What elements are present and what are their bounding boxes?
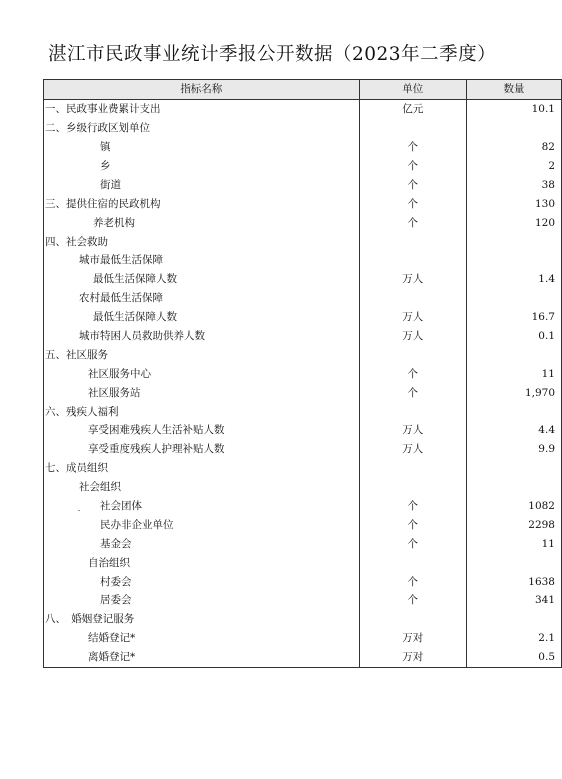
table-row	[44, 383, 562, 402]
row-unit: 个	[359, 364, 466, 383]
row-unit: 个	[359, 213, 466, 232]
row-unit: 万对	[359, 629, 466, 648]
header-indicator-name: 指标名称	[44, 80, 360, 100]
row-value: 341	[466, 591, 561, 610]
table-row	[44, 289, 562, 308]
row-value: 82	[466, 138, 561, 157]
row-unit	[359, 345, 466, 364]
row-value	[466, 232, 561, 251]
row-indicator-name: 村委会	[44, 572, 360, 591]
row-value: 1,970	[466, 383, 561, 402]
row-value	[466, 553, 561, 572]
table-row	[44, 270, 562, 289]
row-indicator-name: 城市特困人员救助供养人数	[44, 327, 360, 346]
row-indicator-name: 自治组织	[44, 553, 360, 572]
table-row	[44, 553, 562, 572]
page-title: 湛江市民政事业统计季报公开数据（2023年二季度）	[48, 44, 497, 65]
row-value: 9.9	[466, 440, 561, 459]
row-unit	[359, 478, 466, 497]
row-indicator-name: 六、残疾人福利	[44, 402, 360, 421]
table-row	[44, 251, 562, 270]
table-row	[44, 327, 562, 346]
row-indicator-name: 农村最低生活保障	[44, 289, 360, 308]
row-value: 2298	[466, 515, 561, 534]
row-unit: 个	[359, 194, 466, 213]
row-value	[466, 459, 561, 478]
table-row	[44, 572, 562, 591]
row-unit: 万人	[359, 327, 466, 346]
row-unit	[359, 459, 466, 478]
row-indicator-name: 享受困难残疾人生活补贴人数	[44, 421, 360, 440]
row-unit: 个	[359, 175, 466, 194]
table-row	[44, 138, 562, 157]
row-indicator-name: 七、成员组织	[44, 459, 360, 478]
row-value: 1082	[466, 497, 561, 516]
row-unit: 万人	[359, 440, 466, 459]
row-unit: 万人	[359, 308, 466, 327]
table-row	[44, 157, 562, 176]
row-value: 1638	[466, 572, 561, 591]
row-indicator-name: 五、社区服务	[44, 345, 360, 364]
row-value: 10.1	[466, 99, 561, 118]
table-row	[44, 402, 562, 421]
table-row	[44, 440, 562, 459]
row-indicator-name: 居委会	[44, 591, 360, 610]
row-unit: 万人	[359, 421, 466, 440]
row-value: 0.5	[466, 648, 561, 667]
row-unit: 个	[359, 515, 466, 534]
row-unit	[359, 402, 466, 421]
scan-speck	[78, 510, 80, 511]
row-unit: 个	[359, 383, 466, 402]
row-indicator-name: 民办非企业单位	[44, 515, 360, 534]
row-value: 2.1	[466, 629, 561, 648]
row-indicator-name: 二、乡级行政区划单位	[44, 119, 360, 138]
row-indicator-name: 八、 婚姻登记服务	[44, 610, 360, 629]
table-row	[44, 345, 562, 364]
row-unit	[359, 119, 466, 138]
statistics-table	[43, 79, 562, 668]
row-unit	[359, 553, 466, 572]
row-value: 38	[466, 175, 561, 194]
table-row	[44, 119, 562, 138]
table-row	[44, 99, 562, 118]
row-value: 4.4	[466, 421, 561, 440]
table-row	[44, 534, 562, 553]
row-indicator-name: 三、提供住宿的民政机构	[44, 194, 360, 213]
row-unit	[359, 232, 466, 251]
row-unit: 万对	[359, 648, 466, 667]
row-indicator-name: 离婚登记*	[44, 648, 360, 667]
row-value: 120	[466, 213, 561, 232]
row-value: 2	[466, 157, 561, 176]
row-value: 11	[466, 534, 561, 553]
row-value: 16.7	[466, 308, 561, 327]
row-value	[466, 478, 561, 497]
table-row	[44, 648, 562, 667]
row-value: 130	[466, 194, 561, 213]
row-value: 0.1	[466, 327, 561, 346]
row-indicator-name: 镇	[44, 138, 360, 157]
table-row	[44, 175, 562, 194]
table-row	[44, 308, 562, 327]
row-unit: 个	[359, 591, 466, 610]
table-row	[44, 497, 562, 516]
row-unit	[359, 289, 466, 308]
row-unit	[359, 610, 466, 629]
row-value: 11	[466, 364, 561, 383]
row-value: 1.4	[466, 270, 561, 289]
header-unit: 单位	[359, 80, 466, 100]
row-value	[466, 289, 561, 308]
table-row	[44, 515, 562, 534]
row-indicator-name: 最低生活保障人数	[44, 270, 360, 289]
row-unit: 个	[359, 572, 466, 591]
row-indicator-name: 基金会	[44, 534, 360, 553]
table-row	[44, 232, 562, 251]
table-row	[44, 213, 562, 232]
row-indicator-name: 一、民政事业费累计支出	[44, 99, 360, 118]
row-value	[466, 119, 561, 138]
row-indicator-name: 街道	[44, 175, 360, 194]
row-value	[466, 345, 561, 364]
table-header-row	[44, 80, 562, 100]
table-row	[44, 610, 562, 629]
row-indicator-name: 社区服务站	[44, 383, 360, 402]
row-unit: 个	[359, 138, 466, 157]
row-unit	[359, 251, 466, 270]
row-indicator-name: 享受重度残疾人护理补贴人数	[44, 440, 360, 459]
table-row	[44, 629, 562, 648]
table-row	[44, 478, 562, 497]
row-unit: 个	[359, 534, 466, 553]
row-indicator-name: 乡	[44, 157, 360, 176]
row-indicator-name: 结婚登记*	[44, 629, 360, 648]
row-unit: 个	[359, 497, 466, 516]
row-indicator-name: 城市最低生活保障	[44, 251, 360, 270]
row-indicator-name: 社会组织	[44, 478, 360, 497]
row-unit: 亿元	[359, 99, 466, 118]
table-row	[44, 364, 562, 383]
table-row	[44, 421, 562, 440]
row-indicator-name: 社区服务中心	[44, 364, 360, 383]
table-row	[44, 194, 562, 213]
row-indicator-name: 最低生活保障人数	[44, 308, 360, 327]
header-quantity: 数量	[466, 80, 561, 100]
table-row	[44, 459, 562, 478]
row-value	[466, 402, 561, 421]
table-row	[44, 591, 562, 610]
row-value	[466, 610, 561, 629]
table-body	[44, 99, 562, 667]
row-unit: 万人	[359, 270, 466, 289]
row-indicator-name: 社会团体	[44, 497, 360, 516]
row-indicator-name: 养老机构	[44, 213, 360, 232]
row-unit: 个	[359, 157, 466, 176]
row-indicator-name: 四、社会救助	[44, 232, 360, 251]
row-value	[466, 251, 561, 270]
